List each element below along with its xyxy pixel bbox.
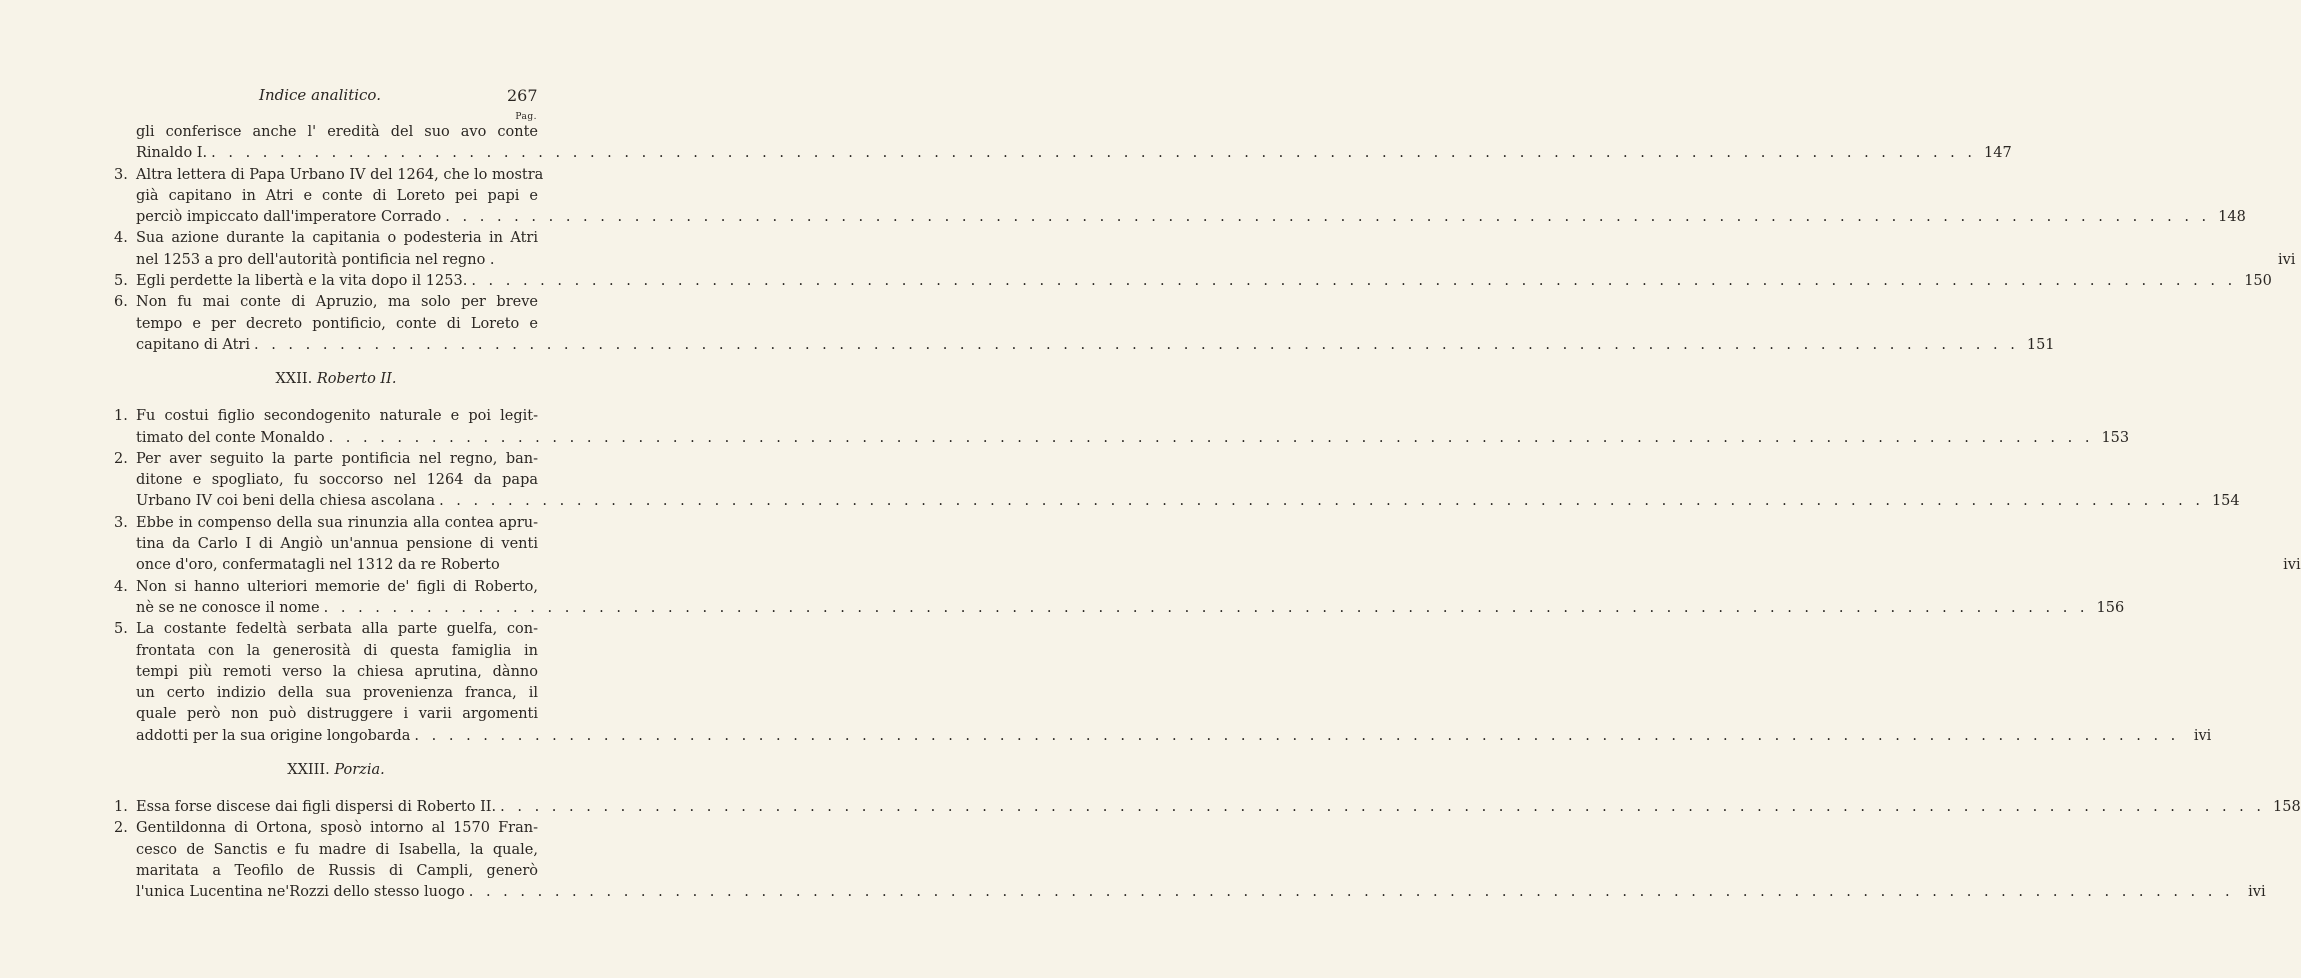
entry-text: Egli perdette la libertà e la vita dopo il 1253. [136,273,468,290]
dot-leader [410,726,2183,747]
entry-line [114,335,2055,356]
entry-number: 2. [114,820,128,837]
entry-text: maritata a Teofilo de Russis di Campli, generò [136,862,538,879]
entry-line [114,683,538,704]
entry-number: 3. [114,166,128,183]
dot-leader [320,598,2093,619]
section-name: Roberto II. [316,371,397,388]
entry-page: 151 [2026,336,2055,353]
index-entry [114,165,2246,229]
entry-line [114,662,538,683]
dot-leader [435,491,2208,512]
entry-page: 158 [2273,799,2301,816]
entry-page: ivi [2277,251,2296,268]
entry-text: timato del conte Monaldo [136,429,325,446]
entry-number: 6. [114,294,128,311]
entry-line [114,428,2130,449]
entry-text: capitano di Atri [136,336,250,353]
dot-leader [496,797,2269,818]
entry-text: nè se ne conosce il nome [136,599,320,616]
entry-line [114,555,2301,576]
entry-line [114,797,2301,818]
page-number: 267 [507,86,538,105]
entry-page: 148 [2218,209,2246,226]
entry-line [114,292,538,313]
entry-text: Urbano IV coi beni della chiesa ascolana [136,493,436,510]
entry-line [114,228,538,249]
entry-number: 5. [114,273,128,290]
entry-line [114,704,538,725]
entry-text: nel 1253 a pro dell'autorità pontificia nel regno . [136,251,495,268]
entry-text: quale però non può distruggere i varii argomenti [136,706,538,723]
entry-line [114,122,538,143]
entry-text: tempo e per decreto pontificio, conte di Loreto e [136,315,538,332]
entry-line [114,406,538,427]
entry-text: frontata con la generosità di questa famiglia in [136,642,538,659]
entry-line [114,641,538,662]
index-content [114,120,2301,904]
entry-text: perciò impiccato dall'imperatore Corrado [136,209,442,226]
entry-line [114,726,2212,747]
entry-number: 1. [114,799,128,816]
section-roman: XXII. [275,371,313,388]
entry-text: La costante fedeltà serbata alla parte guelfa, con- [136,621,538,638]
index-entry [114,271,2272,292]
dot-leader [467,271,2240,292]
dot-leader [325,428,2098,449]
entry-text: Sua azione durante la capitania o podesteria in Atri [136,230,538,247]
entry-page: ivi [2193,727,2212,744]
entry-text: tina da Carlo I di Angiò un'annua pensione di venti [136,536,538,553]
index-entry [114,513,2301,577]
entry-line [114,840,538,861]
entry-text: cesco de Sanctis e fu madre di Isabella, la quale, [136,841,538,858]
entry-text: un certo indizio della sua provenienza franca, il [136,685,538,702]
entry-text: già capitano in Atri e conte di Loreto pei papi e [136,187,538,204]
entry-text: Per aver seguito la parte pontificia nel regno, ban- [136,450,538,467]
entry-text: Fu costui figlio secondogenito naturale e poi legit- [136,408,538,425]
entry-text: Essa forse discese dai figli dispersi di Roberto II. [136,799,497,816]
entry-line [114,818,538,839]
entry-page: 147 [1984,145,2012,162]
index-entry [114,228,2296,271]
entry-text: addotti per la sua origine longobarda [136,727,411,744]
index-entry [114,619,2212,747]
index-entry [114,449,2240,513]
running-head [0,86,700,106]
entry-page: ivi [2283,557,2301,574]
entry-number: 2. [114,450,128,467]
entry-text: l'unica Lucentina ne'Rozzi dello stesso luogo [136,884,465,901]
entry-text: Non fu mai conte di Apruzio, ma solo per breve [136,294,538,311]
entry-line [114,491,2240,512]
entry-line [114,186,538,207]
entry-page: ivi [2248,884,2266,901]
index-entry [114,577,2125,620]
entry-line [114,598,2125,619]
section-heading [114,369,538,390]
entry-line [114,861,538,882]
running-title: Indice analitico. [259,86,381,104]
entry-number: 1. [114,408,128,425]
entry-line [114,314,538,335]
entry-number: 4. [114,230,128,247]
pag-column-label: Pag. [515,112,537,122]
entry-line [114,513,538,534]
entry-number: 3. [114,514,128,531]
entry-line [114,577,538,598]
section-heading [114,760,538,781]
dot-leader [250,335,2023,356]
entry-page: 156 [2096,599,2125,616]
entry-number: 4. [114,578,128,595]
dot-leader [207,143,1980,164]
entry-line [114,165,544,186]
entry-line [114,207,2246,228]
section-name: Porzia. [334,762,385,779]
entry-text: Ebbe in compenso della sua rinunzia alla contea apru- [136,514,538,531]
entry-line [114,449,538,470]
dot-leader [441,207,2214,228]
entry-page: 153 [2101,429,2130,446]
entry-text: Altra lettera di Papa Urbano IV del 1264, che lo mostra [136,166,544,183]
entry-page: 154 [2211,493,2240,510]
section-roman: XXIII. [287,762,330,779]
entry-page: 150 [2244,273,2272,290]
index-entry [114,292,2055,356]
entry-text: gli conferisce anche l' eredità del suo avo conte [136,124,538,140]
entry-line [114,882,2266,903]
entry-text: once d'oro, confermatagli nel 1312 da re Roberto [136,557,500,574]
entry-text: Non si hanno ulteriori memorie de' figli di Roberto, [136,578,538,595]
entry-line [114,619,538,640]
index-entry [114,797,2301,818]
entry-line [114,143,2012,164]
entry-text: Rinaldo I. [136,145,208,162]
entry-line [114,250,2296,271]
entry-text: Gentildonna di Ortona, sposò intorno al 1570 Fran- [136,820,538,837]
entry-line [114,534,538,555]
index-entry [114,818,2266,903]
entry-text: ditone e spogliato, fu soccorso nel 1264 da papa [136,472,538,489]
entry-line [114,271,2272,292]
entry-line [114,470,538,491]
continued-entry [114,122,2012,165]
index-entry [114,406,2130,449]
entry-text: tempi più remoti verso la chiesa aprutina, dànno [136,663,538,680]
entry-number: 5. [114,621,128,638]
dot-leader [465,882,2238,903]
